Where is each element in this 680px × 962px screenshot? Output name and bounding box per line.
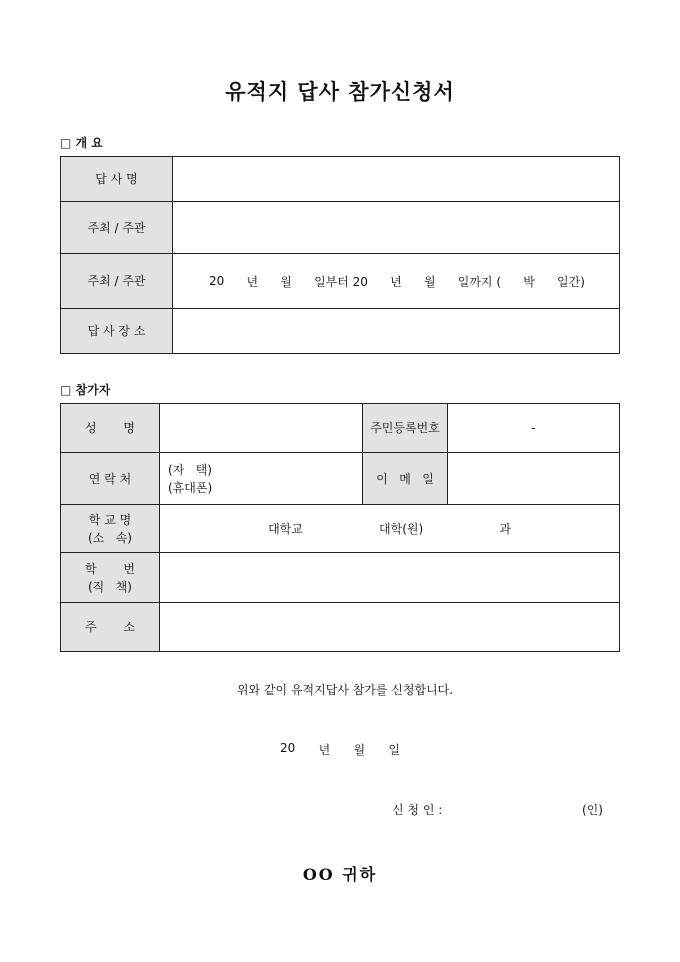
field-label-email: 이 메 일 (363, 453, 448, 505)
field-label-period: 주최 / 주관 (61, 254, 173, 309)
period-field[interactable] (173, 254, 620, 309)
school-field[interactable] (160, 505, 620, 553)
field-label-contact: 연 락 처 (61, 453, 160, 505)
school-label-line-1: 학 교 명 (88, 512, 132, 527)
table-row (61, 453, 620, 505)
application-statement: 위와 같이 유적지답사 참가를 신청합니다. (236, 683, 454, 697)
period-year-start: 20 (209, 274, 225, 288)
section-heading-overview: □ 개 요 (60, 136, 103, 150)
table-row (61, 309, 620, 354)
table-row (61, 157, 620, 202)
period-month-unit: 월 (280, 274, 292, 289)
field-label-trip-name: 답 사 명 (61, 157, 173, 202)
section-heading-participant: □ 참가자 (60, 383, 111, 397)
trip-name-field[interactable] (173, 157, 620, 202)
participant-table (60, 403, 620, 652)
organizer-field[interactable] (173, 202, 620, 254)
field-label-student-number (61, 553, 160, 603)
date-year-unit: 년 (318, 743, 331, 757)
field-label-address: 주 소 (61, 603, 160, 652)
seal-mark: (인) (582, 803, 603, 817)
addressee: OO 귀하 (302, 865, 378, 884)
table-row (61, 404, 620, 453)
location-field[interactable] (173, 309, 620, 354)
date-day-unit: 일 (388, 743, 400, 757)
period-until: 일까지 ( (457, 274, 502, 289)
applicant-label: 신 청 인 : (392, 803, 443, 817)
field-label-location: 답 사 장 소 (61, 309, 173, 354)
date-month-unit: 월 (353, 743, 366, 757)
table-row (61, 254, 620, 309)
period-month-unit-end: 월 (423, 274, 436, 289)
student-number-field[interactable] (160, 553, 620, 603)
school-department: 과 (499, 522, 511, 536)
table-row (61, 603, 620, 652)
contact-field[interactable] (160, 453, 363, 505)
period-year-unit-end: 년 (390, 274, 402, 289)
email-field[interactable] (448, 453, 620, 505)
period-days: 일간) (557, 274, 585, 289)
table-row (61, 505, 620, 553)
page-title: 유적지 답사 참가신청서 (225, 79, 455, 104)
table-row (61, 553, 620, 603)
school-label-line-2: (소 속) (88, 530, 132, 545)
overview-table (60, 156, 620, 354)
school-university: 대학교 (268, 522, 303, 536)
period-nights: 박 (523, 274, 535, 289)
id-number-field[interactable]: - (448, 404, 620, 453)
student-number-label-line-2: (직 책) (88, 579, 132, 594)
field-label-school (61, 505, 160, 553)
school-college: 대학(원) (379, 522, 424, 536)
field-label-organizer: 주최 / 주관 (61, 202, 173, 254)
field-label-name: 성 명 (61, 404, 160, 453)
period-from: 일부터 20 (314, 274, 368, 289)
date-line (280, 741, 400, 758)
field-label-id-number: 주민등록번호 (363, 404, 448, 453)
table-row (61, 202, 620, 254)
date-year: 20 (280, 741, 296, 755)
contact-home-label: (자 택) (168, 462, 212, 477)
student-number-label-line-1: 학 번 (85, 561, 135, 576)
contact-mobile-label: (휴대폰) (168, 480, 213, 495)
period-year-unit: 년 (246, 274, 259, 289)
name-field[interactable] (160, 404, 363, 453)
address-field[interactable] (160, 603, 620, 652)
